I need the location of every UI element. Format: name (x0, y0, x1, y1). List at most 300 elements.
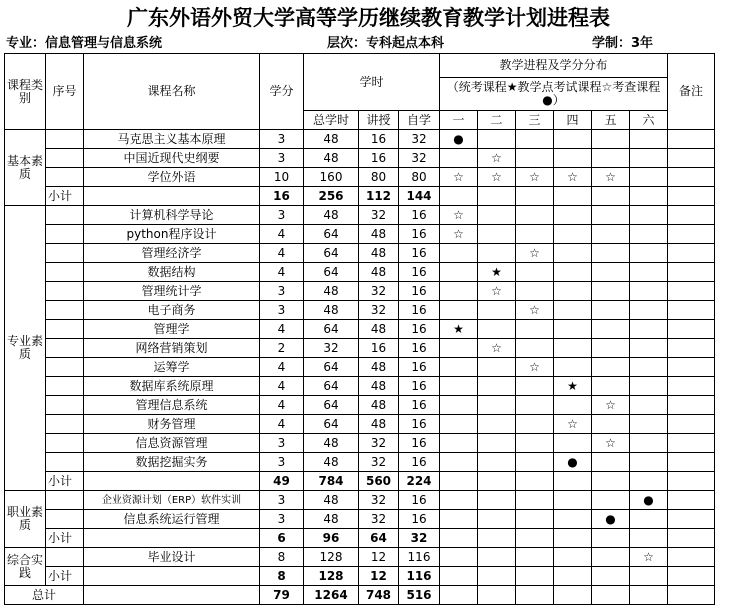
lecture-cell: 48 (359, 225, 399, 244)
total-hours-sum: 1264 (304, 586, 359, 605)
semester-mark (516, 586, 554, 605)
semester-mark (592, 415, 630, 434)
course-name (84, 472, 260, 491)
semester-mark (630, 453, 668, 472)
seq-cell (46, 510, 84, 529)
semester-mark (630, 244, 668, 263)
course-name: 电子商务 (84, 301, 260, 320)
seq-cell (46, 377, 84, 396)
semester-mark (516, 339, 554, 358)
subtotal-lecture: 560 (359, 472, 399, 491)
course-name (84, 567, 260, 586)
semester-mark (554, 510, 592, 529)
semester-mark (516, 434, 554, 453)
semester-mark (516, 453, 554, 472)
subtotal-total-hours: 96 (304, 529, 359, 548)
semester-mark (516, 225, 554, 244)
credit-cell: 3 (260, 301, 304, 320)
semester-mark (630, 301, 668, 320)
semester-mark: ● (554, 453, 592, 472)
seq-cell (46, 282, 84, 301)
semester-mark (478, 529, 516, 548)
level-label: 层次：专科起点本科 (327, 36, 445, 51)
remark-cell (668, 168, 715, 187)
remark-cell (668, 320, 715, 339)
semester-mark (592, 149, 630, 168)
remark-cell (668, 567, 715, 586)
course-name: 数据结构 (84, 263, 260, 282)
seq-cell (46, 320, 84, 339)
semester-mark: ☆ (516, 301, 554, 320)
credit-cell: 4 (260, 225, 304, 244)
total-hours-cell: 48 (304, 434, 359, 453)
semester-mark (440, 396, 478, 415)
subtotal-row (5, 567, 715, 586)
subtotal-self-study: 144 (399, 187, 440, 206)
subtotal-credit: 16 (260, 187, 304, 206)
lecture-cell: 32 (359, 510, 399, 529)
self-study-cell: 16 (399, 244, 440, 263)
semester-mark (516, 282, 554, 301)
semester-mark (516, 396, 554, 415)
course-name: 管理经济学 (84, 244, 260, 263)
semester-1: 一 (440, 111, 478, 130)
semester-mark (592, 320, 630, 339)
table-row (5, 301, 715, 320)
semester-mark (516, 206, 554, 225)
semester-mark: ★ (478, 263, 516, 282)
semester-mark (554, 149, 592, 168)
semester-mark (440, 263, 478, 282)
course-name (84, 529, 260, 548)
header-remark: 备注 (668, 54, 715, 130)
subtotal-self-study: 224 (399, 472, 440, 491)
semester-mark: ☆ (592, 396, 630, 415)
semester-mark: ☆ (554, 168, 592, 187)
semester-mark (478, 510, 516, 529)
semester-mark: ☆ (478, 282, 516, 301)
duration-label: 学制：3年 (592, 36, 654, 51)
course-name: 数据挖掘实务 (84, 453, 260, 472)
category-label: 专业素质 (5, 206, 46, 491)
total-hours-cell: 160 (304, 168, 359, 187)
semester-mark (554, 548, 592, 567)
table-row (5, 130, 715, 149)
credit-cell: 4 (260, 320, 304, 339)
semester-mark (592, 567, 630, 586)
semester-mark (630, 168, 668, 187)
semester-mark (592, 377, 630, 396)
header-self-study: 自学 (399, 111, 440, 130)
semester-mark (554, 244, 592, 263)
total-self-study: 516 (399, 586, 440, 605)
credit-cell: 4 (260, 263, 304, 282)
table-row (5, 491, 715, 510)
course-name: 运筹学 (84, 358, 260, 377)
semester-mark (630, 529, 668, 548)
semester-mark: ☆ (478, 339, 516, 358)
self-study-cell: 16 (399, 377, 440, 396)
semester-mark (516, 130, 554, 149)
subtotal-label: 小计 (46, 567, 84, 586)
lecture-cell: 32 (359, 206, 399, 225)
semester-mark (440, 586, 478, 605)
credit-cell: 4 (260, 244, 304, 263)
semester-mark: ● (630, 491, 668, 510)
semester-mark (516, 149, 554, 168)
semester-mark (440, 282, 478, 301)
semester-mark (630, 225, 668, 244)
semester-mark (516, 415, 554, 434)
course-name: 毕业设计 (84, 548, 260, 567)
schedule-table (4, 53, 715, 605)
seq-cell (46, 263, 84, 282)
remark-cell (668, 434, 715, 453)
subtotal-credit: 49 (260, 472, 304, 491)
header-course: 课程名称 (84, 54, 260, 130)
total-hours-cell: 32 (304, 339, 359, 358)
total-hours-cell: 48 (304, 206, 359, 225)
course-name (84, 586, 260, 605)
semester-mark (478, 415, 516, 434)
lecture-cell: 48 (359, 263, 399, 282)
table-row (5, 453, 715, 472)
remark-cell (668, 472, 715, 491)
subtotal-label: 小计 (46, 472, 84, 491)
semester-mark (440, 529, 478, 548)
table-row (5, 225, 715, 244)
semester-mark (554, 282, 592, 301)
subtotal-label: 小计 (46, 529, 84, 548)
semester-mark (440, 434, 478, 453)
header-credit: 学分 (260, 54, 304, 130)
seq-cell (46, 491, 84, 510)
semester-mark (630, 149, 668, 168)
semester-mark (554, 263, 592, 282)
seq-cell (46, 453, 84, 472)
semester-mark (592, 282, 630, 301)
semester-mark (440, 339, 478, 358)
semester-mark (440, 567, 478, 586)
category-label: 基本素质 (5, 130, 46, 206)
semester-mark (478, 491, 516, 510)
semester-mark (630, 130, 668, 149)
self-study-cell: 16 (399, 282, 440, 301)
remark-cell (668, 130, 715, 149)
total-hours-cell: 48 (304, 301, 359, 320)
credit-cell: 4 (260, 396, 304, 415)
semester-mark (630, 434, 668, 453)
semester-mark (516, 491, 554, 510)
seq-cell (46, 358, 84, 377)
remark-cell (668, 529, 715, 548)
semester-mark (516, 529, 554, 548)
remark-cell (668, 301, 715, 320)
semester-mark (440, 548, 478, 567)
self-study-cell: 16 (399, 301, 440, 320)
table-row (5, 168, 715, 187)
semester-mark (440, 491, 478, 510)
semester-mark (630, 358, 668, 377)
header-seq: 序号 (46, 54, 84, 130)
total-hours-cell: 64 (304, 377, 359, 396)
semester-mark: ☆ (554, 415, 592, 434)
remark-cell (668, 149, 715, 168)
semester-mark: ☆ (630, 548, 668, 567)
semester-mark (440, 358, 478, 377)
semester-mark (554, 320, 592, 339)
semester-mark (440, 377, 478, 396)
subtotal-total-hours: 128 (304, 567, 359, 586)
table-row (5, 263, 715, 282)
semester-mark (440, 472, 478, 491)
lecture-cell: 48 (359, 244, 399, 263)
course-name: 管理统计学 (84, 282, 260, 301)
category-label: 职业素质 (5, 491, 46, 548)
remark-cell (668, 225, 715, 244)
table-row (5, 339, 715, 358)
semester-mark (478, 453, 516, 472)
semester-mark (592, 263, 630, 282)
credit-cell: 3 (260, 491, 304, 510)
course-name: 管理信息系统 (84, 396, 260, 415)
lecture-cell: 32 (359, 491, 399, 510)
semester-mark (630, 472, 668, 491)
semester-mark (630, 206, 668, 225)
semester-mark (554, 301, 592, 320)
lecture-cell: 48 (359, 358, 399, 377)
semester-mark (478, 244, 516, 263)
semester-mark: ☆ (516, 244, 554, 263)
course-name: python程序设计 (84, 225, 260, 244)
semester-mark (554, 491, 592, 510)
course-name: 学位外语 (84, 168, 260, 187)
semester-mark (554, 225, 592, 244)
lecture-cell: 80 (359, 168, 399, 187)
self-study-cell: 16 (399, 263, 440, 282)
total-hours-cell: 64 (304, 244, 359, 263)
semester-mark (592, 187, 630, 206)
remark-cell (668, 187, 715, 206)
semester-mark: ☆ (592, 434, 630, 453)
semester-mark (630, 377, 668, 396)
semester-mark (592, 472, 630, 491)
semester-mark: ☆ (516, 168, 554, 187)
credit-cell: 4 (260, 358, 304, 377)
lecture-cell: 48 (359, 377, 399, 396)
course-name (84, 187, 260, 206)
remark-cell (668, 206, 715, 225)
semester-mark (630, 320, 668, 339)
semester-mark: ☆ (516, 358, 554, 377)
semester-mark (478, 320, 516, 339)
seq-cell (46, 396, 84, 415)
semester-mark (516, 320, 554, 339)
subtotal-lecture: 64 (359, 529, 399, 548)
total-hours-cell: 48 (304, 149, 359, 168)
header-legend: （统考课程★教学点考试课程☆考查课程●） (440, 78, 668, 111)
subtotal-total-hours: 256 (304, 187, 359, 206)
total-hours-cell: 48 (304, 491, 359, 510)
semester-mark (554, 529, 592, 548)
semester-mark (630, 586, 668, 605)
semester-mark (630, 339, 668, 358)
semester-mark (516, 548, 554, 567)
seq-cell (46, 415, 84, 434)
semester-mark (592, 453, 630, 472)
semester-mark (440, 510, 478, 529)
credit-cell: 10 (260, 168, 304, 187)
credit-cell: 3 (260, 130, 304, 149)
semester-mark (630, 282, 668, 301)
semester-mark (478, 434, 516, 453)
remark-cell (668, 377, 715, 396)
semester-mark (592, 586, 630, 605)
seq-cell (46, 168, 84, 187)
credit-cell: 3 (260, 510, 304, 529)
lecture-cell: 32 (359, 434, 399, 453)
course-name: 计算机科学导论 (84, 206, 260, 225)
total-hours-cell: 48 (304, 130, 359, 149)
remark-cell (668, 339, 715, 358)
semester-mark: ☆ (592, 168, 630, 187)
semester-6: 六 (630, 111, 668, 130)
self-study-cell: 16 (399, 415, 440, 434)
remark-cell (668, 415, 715, 434)
remark-cell (668, 358, 715, 377)
remark-cell (668, 586, 715, 605)
semester-mark (630, 263, 668, 282)
course-name: 马克思主义基本原理 (84, 130, 260, 149)
semester-mark: ☆ (440, 225, 478, 244)
self-study-cell: 16 (399, 358, 440, 377)
seq-cell (46, 130, 84, 149)
semester-mark: ☆ (478, 149, 516, 168)
semester-mark (630, 510, 668, 529)
semester-mark (478, 187, 516, 206)
semester-4: 四 (554, 111, 592, 130)
credit-cell: 4 (260, 415, 304, 434)
lecture-cell: 48 (359, 396, 399, 415)
subtotal-row (5, 529, 715, 548)
self-study-cell: 16 (399, 339, 440, 358)
subtotal-self-study: 32 (399, 529, 440, 548)
semester-mark (592, 339, 630, 358)
header-distribution: 教学进程及学分分布 (440, 54, 668, 78)
course-name: 企业资源计划（ERP）软件实训 (84, 491, 260, 510)
semester-mark (516, 567, 554, 586)
seq-cell (46, 339, 84, 358)
credit-cell: 3 (260, 149, 304, 168)
semester-mark (554, 567, 592, 586)
total-hours-cell: 48 (304, 510, 359, 529)
semester-mark (516, 187, 554, 206)
header-category: 课程类别 (5, 54, 46, 130)
semester-mark: ● (440, 130, 478, 149)
semester-mark (592, 244, 630, 263)
semester-mark (478, 358, 516, 377)
semester-mark (440, 301, 478, 320)
semester-mark (478, 567, 516, 586)
semester-mark (478, 472, 516, 491)
total-credit: 79 (260, 586, 304, 605)
self-study-cell: 32 (399, 149, 440, 168)
subtotal-credit: 8 (260, 567, 304, 586)
credit-cell: 3 (260, 434, 304, 453)
semester-mark (592, 206, 630, 225)
page-title: 广东外语外贸大学高等学历继续教育教学计划进程表 (127, 5, 610, 30)
semester-mark (630, 396, 668, 415)
semester-mark (440, 149, 478, 168)
semester-mark (592, 301, 630, 320)
remark-cell (668, 282, 715, 301)
self-study-cell: 80 (399, 168, 440, 187)
remark-cell (668, 244, 715, 263)
semester-mark (516, 510, 554, 529)
self-study-cell: 16 (399, 434, 440, 453)
seq-cell (46, 434, 84, 453)
remark-cell (668, 510, 715, 529)
semester-mark (592, 225, 630, 244)
semester-mark: ● (592, 510, 630, 529)
semester-2: 二 (478, 111, 516, 130)
subtotal-label: 小计 (46, 187, 84, 206)
credit-cell: 8 (260, 548, 304, 567)
lecture-cell: 32 (359, 282, 399, 301)
seq-cell (46, 548, 84, 567)
self-study-cell: 16 (399, 453, 440, 472)
table-row (5, 510, 715, 529)
subtotal-lecture: 12 (359, 567, 399, 586)
semester-mark: ☆ (440, 206, 478, 225)
credit-cell: 3 (260, 453, 304, 472)
table-row (5, 149, 715, 168)
lecture-cell: 48 (359, 320, 399, 339)
remark-cell (668, 453, 715, 472)
total-hours-cell: 64 (304, 320, 359, 339)
total-label: 总计 (5, 586, 84, 605)
semester-mark (440, 187, 478, 206)
semester-mark (592, 358, 630, 377)
lecture-cell: 16 (359, 339, 399, 358)
subtotal-credit: 6 (260, 529, 304, 548)
major-label: 专业：信息管理与信息系统 (6, 36, 163, 51)
credit-cell: 3 (260, 282, 304, 301)
semester-mark (554, 396, 592, 415)
table-row (5, 415, 715, 434)
semester-mark (516, 263, 554, 282)
semester-mark (554, 130, 592, 149)
remark-cell (668, 548, 715, 567)
semester-5: 五 (592, 111, 630, 130)
self-study-cell: 16 (399, 320, 440, 339)
course-name: 中国近现代史纲要 (84, 149, 260, 168)
total-row (5, 586, 715, 605)
header-lecture: 讲授 (359, 111, 399, 130)
semester-mark (478, 130, 516, 149)
table-row (5, 548, 715, 567)
header-total-hours: 总学时 (304, 111, 359, 130)
table-row (5, 244, 715, 263)
total-lecture: 748 (359, 586, 399, 605)
subtotal-total-hours: 784 (304, 472, 359, 491)
course-name: 信息系统运行管理 (84, 510, 260, 529)
self-study-cell: 16 (399, 225, 440, 244)
remark-cell (668, 491, 715, 510)
table-row (5, 282, 715, 301)
semester-mark: ☆ (478, 168, 516, 187)
subtotal-self-study: 116 (399, 567, 440, 586)
